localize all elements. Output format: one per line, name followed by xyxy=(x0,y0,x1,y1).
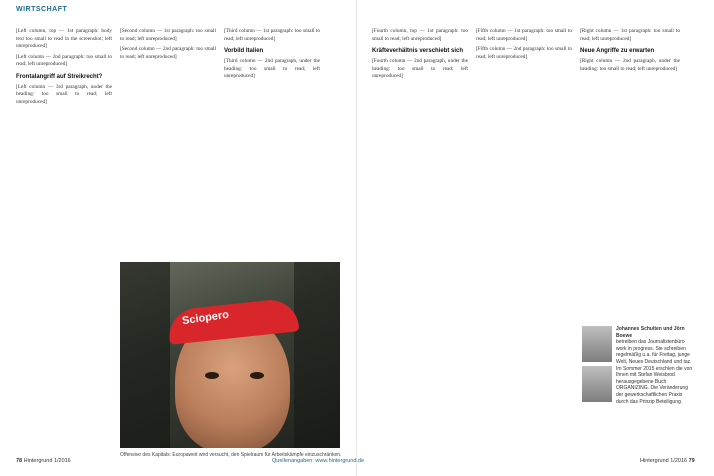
publication-left: Hintergrund 1/2016 xyxy=(23,458,71,464)
page-number-right: 79 xyxy=(688,458,695,464)
section-heading: Kräfteverhältnis verschiebt sich xyxy=(372,48,464,54)
paragraph: [Left column, top — 1st paragraph: body text too small to read in the screenshot; left unreproduced] xyxy=(16,28,112,49)
page-fold xyxy=(356,0,357,476)
eye-right xyxy=(250,372,264,379)
paragraph: [Fifth column — 2nd paragraph: too small to read; left unreproduced] xyxy=(476,46,572,60)
paragraph: [Second column — 2nd paragraph: too small to read; left unreproduced] xyxy=(120,46,216,60)
article-column-1 xyxy=(16,28,112,458)
article-photo xyxy=(120,262,340,448)
author-names: Johannes Schulten und Jörn Boewe xyxy=(616,326,685,339)
paragraph: [Third column — 2nd paragraph, under the heading: too small to read; left unreproduced] xyxy=(224,58,320,79)
section-heading: Frontalangriff auf Streikrecht? xyxy=(16,73,103,80)
photo-shadow-left xyxy=(120,262,170,448)
paragraph: [Fifth column — 1st paragraph: too small to read; left unreproduced] xyxy=(476,28,572,42)
photo-shadow-right xyxy=(294,262,340,448)
section-heading: Neue Angriffe zu erwarten xyxy=(580,48,655,54)
author-photo xyxy=(582,366,612,402)
paragraph: [Fourth column, top — 1st paragraph: too small to read; left unreproduced] xyxy=(372,28,468,42)
paragraph: [Second column — 1st paragraph: too small to read; left unreproduced] xyxy=(120,28,216,42)
footer-left xyxy=(16,458,71,464)
paragraph: [Right column — 2nd paragraph, under the heading: too small to read; left unreproduced] xyxy=(580,58,680,72)
footer-right xyxy=(640,458,695,464)
author-description: betreiben das Journalistenbüro work in progress. Sie schreiben regelmäßig u.a. für Freitag, junge Welt, Neues Deutschland und taz. Im Sommer 2015 erschien die von Ihnen mit Stefan Weisbrod herausgegebene Buch ORGANIZING. Die Veränderung der gewerkschaftlichen Praxis durch das Prinzip Beteiligung. xyxy=(616,339,693,405)
section-label: WIRTSCHAFT xyxy=(16,6,68,13)
footer-sources-link[interactable]: Quellenangaben: www.hintergrund.de xyxy=(272,458,365,464)
paragraph: [Third column — 1st paragraph: too small to read; left unreproduced] xyxy=(224,28,320,42)
page-header xyxy=(0,0,714,20)
article-column-3 xyxy=(224,28,320,258)
section-heading: Vorbild Italien xyxy=(224,48,264,54)
publication-right: Hintergrund 1/2016 xyxy=(640,458,688,464)
cap-lettering: Sciopero xyxy=(181,308,230,328)
paragraph: [Left column — 3rd paragraph, under the heading: too small to read; left unreproduced] xyxy=(16,83,112,105)
photo-caption: Offensive des Kapitals: Europaweit wird versucht, den Spielraum für Arbeitskämpfe einzuschränken. xyxy=(120,452,342,458)
article-column-4 xyxy=(372,28,468,458)
eye-left xyxy=(205,372,219,379)
paragraph: [Fourth column — 2nd paragraph, under the heading: too small to read; left unreproduced] xyxy=(372,58,468,79)
article-column-2 xyxy=(120,28,216,258)
author-photo xyxy=(582,326,612,362)
author-bio xyxy=(616,326,696,405)
page-number-left: 78 xyxy=(16,458,23,464)
article-column-5 xyxy=(476,28,572,458)
paragraph: [Left column — 2nd paragraph: too small to read; left unreproduced] xyxy=(16,53,112,67)
author-box xyxy=(582,326,694,426)
article-column-6 xyxy=(580,28,680,293)
paragraph: [Right column — 1st paragraph: too small to read; left unreproduced] xyxy=(580,28,680,42)
